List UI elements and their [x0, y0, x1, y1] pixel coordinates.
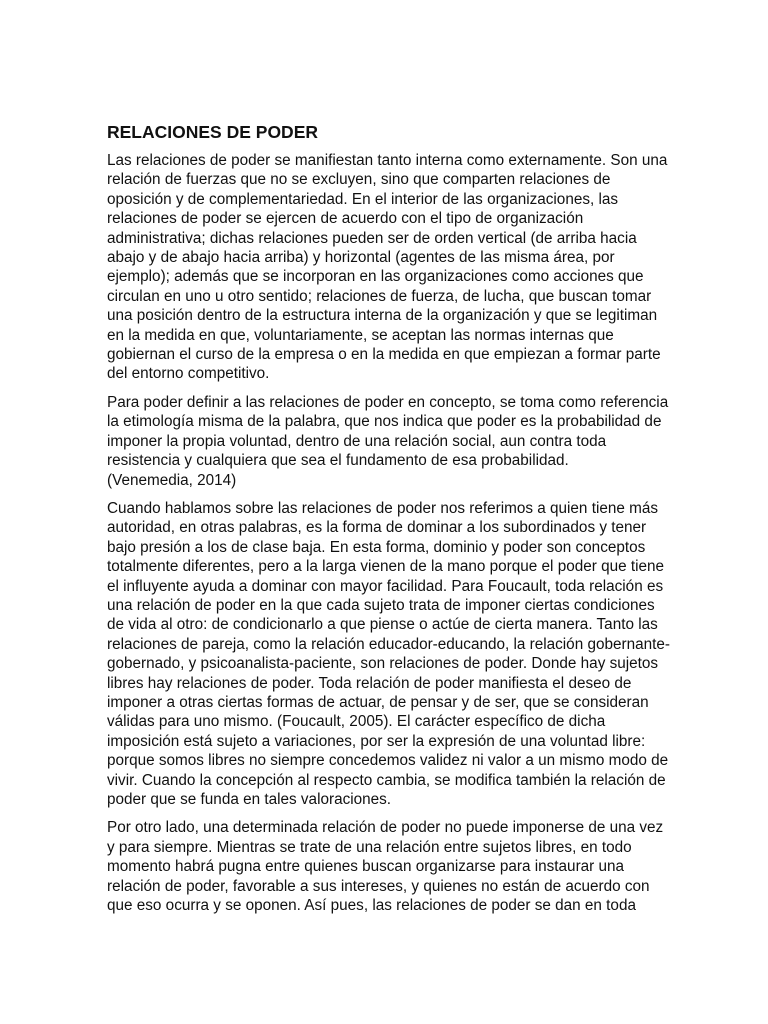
- paragraph-line: imposición está sujeto a variaciones, por ser la expresión de una voluntad libre:: [107, 732, 646, 750]
- paragraph-line: circulan en uno u otro sentido; relaciones de fuerza, de lucha, que buscan tomar: [107, 287, 652, 305]
- paragraph-line: del entorno competitivo.: [107, 365, 270, 383]
- paragraph-line: relaciones de pareja, como la relación educador-educando, la relación gobernante-: [107, 635, 670, 653]
- paragraph-line: la etimología misma de la palabra, que nos indica que poder es la probabilidad de: [107, 413, 662, 431]
- paragraph-line: resistencia y cualquiera que sea el fundamento de esa probabilidad.: [107, 452, 569, 470]
- paragraph-line: gobiernan el curso de la empresa o en la medida en que empiezan a formar parte: [107, 346, 661, 364]
- paragraph-line: abajo y de abajo hacia arriba) y horizontal (agentes de las misma área, por: [107, 249, 615, 267]
- paragraph-line: relación de poder, favorable a sus intereses, y quienes no están de acuerdo con: [107, 877, 650, 895]
- paragraph: [107, 818, 667, 915]
- paragraph-line: válidas para uno mismo. (Foucault, 2005). El carácter específico de dicha: [107, 713, 606, 731]
- paragraph: [107, 393, 667, 490]
- paragraph-line: Para poder definir a las relaciones de poder en concepto, se toma como referencia: [107, 393, 669, 411]
- paragraph-line: que eso ocurra y se oponen. Así pues, las relaciones de poder se dan en toda: [107, 897, 636, 915]
- paragraph-line: administrativa; dichas relaciones pueden ser de orden vertical (de arriba hacia: [107, 229, 637, 247]
- paragraph-line: momento habrá pugna entre quienes buscan organizarse para instaurar una: [107, 858, 625, 876]
- document-page: [107, 121, 670, 924]
- paragraph-line: imponer a otras ciertas formas de actuar, de pensar y de ser, que se consideran: [107, 693, 649, 711]
- paragraph: [107, 151, 667, 384]
- paragraph-line: ejemplo); además que se incorporan en las organizaciones como acciones que: [107, 268, 644, 286]
- paragraph-line: y para siempre. Mientras se trate de una relación entre sujetos libres, en todo: [107, 838, 632, 856]
- paragraph-line: relación de fuerzas que no se excluyen, sino que comparten relaciones de: [107, 171, 611, 189]
- paragraph-line: una posición dentro de la estructura interna de la organización y que se legitiman: [107, 307, 658, 325]
- document-body: [107, 151, 670, 915]
- paragraph-line: poder que se funda en tales valoraciones.: [107, 791, 392, 808]
- paragraph-line: vivir. Cuando la concepción al respecto cambia, se modifica también la relación de: [107, 771, 666, 789]
- paragraph-line: porque somos libres no siempre concedemos validez ni valor a un mismo modo de: [107, 752, 669, 770]
- paragraph-line: una relación de poder en la que cada sujeto trata de imponer ciertas condiciones: [107, 596, 655, 614]
- paragraph-line: oposición y de complementariedad. En el interior de las organizaciones, las: [107, 190, 619, 208]
- paragraph-line: totalmente diferentes, pero a la larga vienen de la mano porque el poder que tiene: [107, 558, 665, 576]
- paragraph-line: bajo presión a los de clase baja. En esta forma, dominio y poder son conceptos: [107, 538, 646, 556]
- paragraph-line: el influyente ayuda a dominar con mayor facilidad. Para Foucault, toda relación es: [107, 577, 664, 595]
- paragraph-line: Por otro lado, una determinada relación de poder no puede imponerse de una vez: [107, 819, 664, 837]
- paragraph-line: gobernado, y psicoanalista-paciente, son relaciones de poder. Donde hay sujetos: [107, 655, 659, 673]
- paragraph: [107, 499, 670, 810]
- paragraph-line: en la medida en que, voluntariamente, se aceptan las normas internas que: [107, 326, 614, 344]
- paragraph-line: relaciones de poder se ejercen de acuerdo con el tipo de organización: [107, 210, 584, 228]
- paragraph-line: Las relaciones de poder se manifiestan tanto interna como externamente. Son una: [107, 152, 668, 169]
- paragraph-line: autoridad, en otras palabras, es la forma de dominar a los subordinados y tener: [107, 519, 647, 537]
- paragraph-line: Cuando hablamos sobre las relaciones de poder nos referimos a quien tiene más: [107, 499, 659, 517]
- paragraph-line: de vida al otro: de condicionarlo a que piense o actúe de cierta manera. Tanto las: [107, 616, 658, 634]
- document-title: RELACIONES DE PODER: [107, 122, 318, 142]
- paragraph-line: imponer la propia voluntad, dentro de una relación social, aun contra toda: [107, 432, 607, 450]
- paragraph-line: (Venemedia, 2014): [107, 471, 237, 489]
- paragraph-line: libres hay relaciones de poder. Toda relación de poder manifiesta el deseo de: [107, 674, 632, 692]
